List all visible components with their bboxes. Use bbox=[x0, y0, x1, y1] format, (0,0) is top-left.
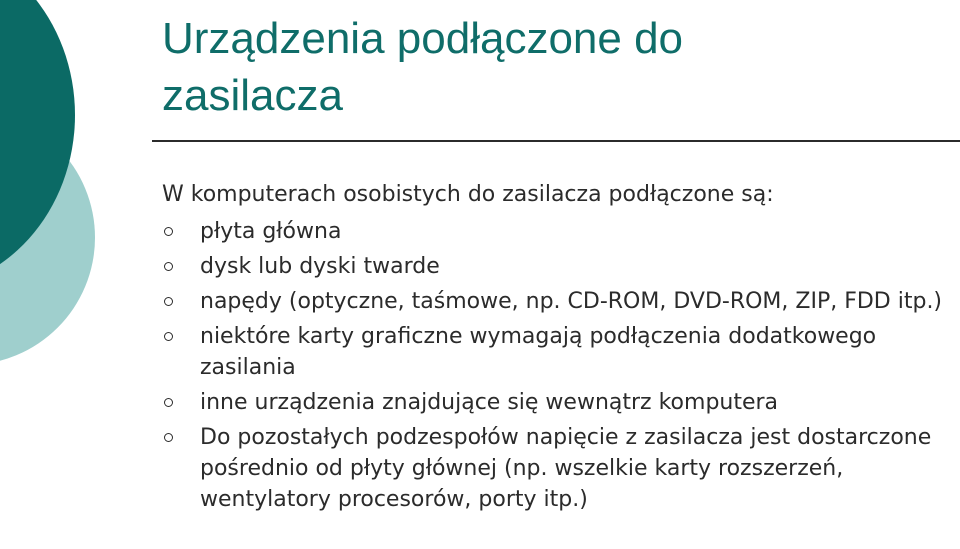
circle-bullet-icon bbox=[164, 398, 173, 407]
list-item bbox=[162, 216, 952, 247]
slide-title-line-2: zasilacza bbox=[162, 71, 343, 120]
list-item-text: płyta główna bbox=[200, 219, 342, 244]
intro-text: W komputerach osobistych do zasilacza podłączone są: bbox=[162, 182, 774, 207]
list-item bbox=[162, 422, 952, 515]
decorative-circles bbox=[0, 0, 140, 420]
circle-bullet-icon bbox=[164, 297, 173, 306]
list-item-text: Do pozostałych podzespołów napięcie z zasilacza jest dostarczone pośrednio od płyty głównej (np. wszelkie karty rozszerzeń, wentylatory procesorów, porty itp.) bbox=[200, 425, 932, 512]
slide-title bbox=[162, 10, 922, 124]
slide-body bbox=[162, 179, 952, 519]
list-item-text: dysk lub dyski twarde bbox=[200, 254, 440, 279]
list-item bbox=[162, 286, 952, 317]
circle-bullet-icon bbox=[164, 332, 173, 341]
circle-bullet-icon bbox=[164, 227, 173, 236]
title-divider bbox=[152, 140, 960, 142]
list-item bbox=[162, 321, 952, 383]
list-item-text: napędy (optyczne, taśmowe, np. CD-ROM, DVD-ROM, ZIP, FDD itp.) bbox=[200, 289, 943, 314]
list-item-text: niektóre karty graficzne wymagają podłączenia dodatkowego zasilania bbox=[200, 324, 877, 380]
list-item bbox=[162, 251, 952, 282]
list-item bbox=[162, 387, 952, 418]
bullet-list bbox=[162, 216, 952, 515]
circle-bullet-icon bbox=[164, 262, 173, 271]
circle-bullet-icon bbox=[164, 433, 173, 442]
list-item-text: inne urządzenia znajdujące się wewnątrz komputera bbox=[200, 390, 779, 415]
slide-title-line-1: Urządzenia podłączone do bbox=[162, 14, 684, 63]
